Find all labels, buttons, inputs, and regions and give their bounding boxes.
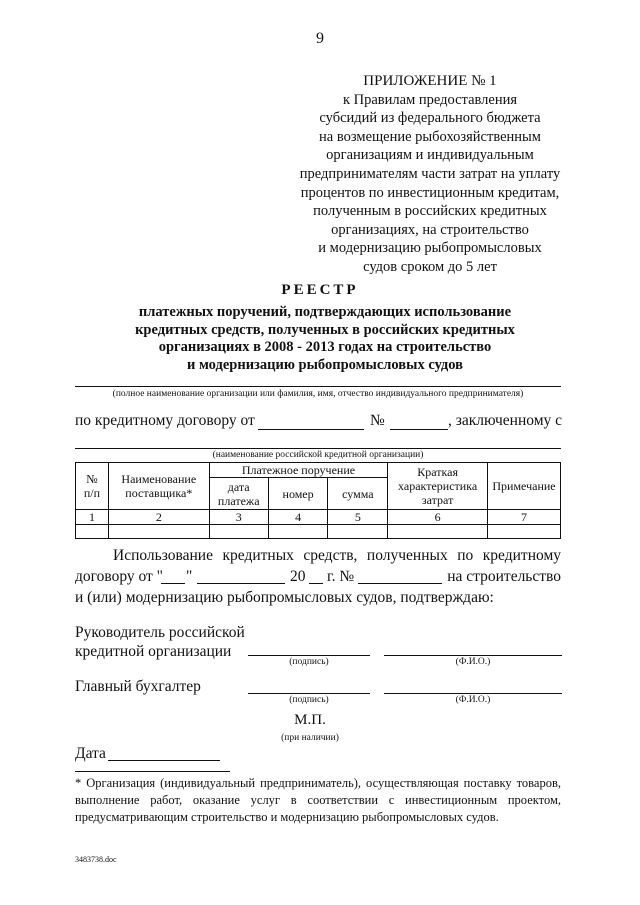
confirmation-number-field[interactable] <box>358 583 442 584</box>
contract-prefix: по кредитному договору от <box>75 412 255 429</box>
document-subtitle <box>95 304 555 374</box>
appendix-line: субсидий из федерального бюджета <box>319 110 541 127</box>
index-cell: 5 <box>328 510 388 525</box>
table-cell[interactable] <box>328 525 388 539</box>
appendix-line: процентов по инвестиционным кредитам, <box>300 184 560 201</box>
contract-number-field[interactable] <box>390 429 448 430</box>
appendix-line: на возмещение рыбохозяйственным <box>319 128 541 145</box>
accountant-signature-hint: (подпись) <box>289 695 329 705</box>
index-cell: 7 <box>488 510 561 525</box>
bank-name-field[interactable] <box>75 448 561 449</box>
appendix-header <box>270 72 590 277</box>
date-label: Дата <box>75 745 106 762</box>
contract-suffix: , заключенному с <box>448 412 563 429</box>
header-description: Краткая характеристика затрат <box>388 463 488 510</box>
head-signature-hint: (подпись) <box>289 657 329 667</box>
table-cell[interactable] <box>76 525 109 539</box>
accountant-signature-field[interactable] <box>248 693 370 694</box>
head-name-hint: (Ф.И.О.) <box>455 657 491 667</box>
subtitle-line: и модернизацию рыбопромысловых судов <box>187 356 463 373</box>
confirmation-number-label: г. № <box>327 568 355 585</box>
appendix-line: к Правилам предоставления <box>342 91 518 108</box>
index-cell: 3 <box>209 510 268 525</box>
stamp-label: М.П. <box>294 712 326 728</box>
appendix-line: организациях, на строительство <box>331 221 529 238</box>
appendix-heading: ПРИЛОЖЕНИЕ № 1 <box>363 73 497 89</box>
confirmation-purpose: на строительство <box>447 568 561 585</box>
confirmation-month-field[interactable] <box>197 583 285 584</box>
accountant-name-hint: (Ф.И.О.) <box>455 695 491 705</box>
bank-name-hint: (наименование российской кредитной организации) <box>212 450 424 460</box>
table-cell[interactable] <box>268 525 328 539</box>
table-row <box>76 525 561 539</box>
head-label-line: кредитной организации <box>75 643 232 660</box>
header-num: № п/п <box>76 463 109 510</box>
header-payment-sum: сумма <box>328 478 388 510</box>
table-cell[interactable] <box>488 525 561 539</box>
confirmation-date-open: договору от " <box>75 568 164 585</box>
subtitle-line: организациях в 2008 - 2013 годах на строительство <box>158 339 492 355</box>
header-payment-number: номер <box>268 478 328 510</box>
confirmation-year-field[interactable] <box>309 583 323 584</box>
table-cell[interactable] <box>108 525 209 539</box>
org-name-hint: (полное наименование организации или фамилия, имя, отчество индивидуального предпринимателя) <box>112 389 524 399</box>
subtitle-line: кредитных средств, полученных в российских кредитных <box>135 321 515 338</box>
accountant-signature-label: Главный бухгалтер <box>75 678 201 695</box>
head-signature-field[interactable] <box>248 655 370 656</box>
head-name-field[interactable] <box>384 655 562 656</box>
header-note: Примечание <box>488 463 561 510</box>
appendix-line: и модернизацию рыбопромысловых <box>318 240 542 257</box>
header-payment-date: дата платежа <box>209 478 268 510</box>
head-signature-label <box>75 623 245 661</box>
contract-number-sign: № <box>370 412 385 429</box>
appendix-line: полученным в российских кредитных <box>313 203 547 220</box>
accountant-name-field[interactable] <box>384 693 562 694</box>
contract-date-field[interactable] <box>258 429 364 430</box>
page-number: 9 <box>316 30 324 47</box>
index-cell: 4 <box>268 510 328 525</box>
confirmation-line-1: Использование кредитных средств, полученных по кредитному <box>113 547 561 564</box>
document-title: РЕЕСТР <box>281 282 359 298</box>
footnote: * Организация (индивидуальный предприниматель), осуществляющая поставку товаров, выполнение работ, оказание услуг в соответствии с инвестиционным проектом, предусматривающим строительство и модернизацию рыбопромысловых судов. <box>75 776 561 824</box>
head-label-line: Руководитель российской <box>75 624 245 641</box>
header-supplier: Наименование поставщика* <box>108 463 209 510</box>
index-cell: 1 <box>76 510 109 525</box>
header-payment-order: Платежное поручение <box>209 463 387 478</box>
appendix-line: судов сроком до 5 лет <box>363 258 497 275</box>
confirmation-line-2 <box>75 566 561 587</box>
confirmation-date-close: " <box>186 568 193 585</box>
table-index-row <box>76 510 561 525</box>
appendix-line: организациям и индивидуальным <box>326 147 534 164</box>
confirmation-line-3: и (или) модернизацию рыбопромысловых судов, подтверждаю: <box>75 589 494 606</box>
footnote-divider <box>75 771 230 772</box>
confirmation-year-prefix: 20 <box>290 568 306 585</box>
confirmation-day-field[interactable] <box>161 583 185 584</box>
date-field[interactable] <box>108 760 220 761</box>
document-id: 3483738.doc <box>75 855 117 864</box>
index-cell: 2 <box>108 510 209 525</box>
subtitle-line: платежных поручений, подтверждающих использование <box>138 304 512 320</box>
index-cell: 6 <box>388 510 488 525</box>
stamp-hint: (при наличии) <box>281 733 339 743</box>
table-cell[interactable] <box>209 525 268 539</box>
table-cell[interactable] <box>388 525 488 539</box>
appendix-line: предпринимателям части затрат на уплату <box>299 165 561 182</box>
register-table <box>75 462 561 539</box>
org-name-field[interactable] <box>75 386 561 387</box>
